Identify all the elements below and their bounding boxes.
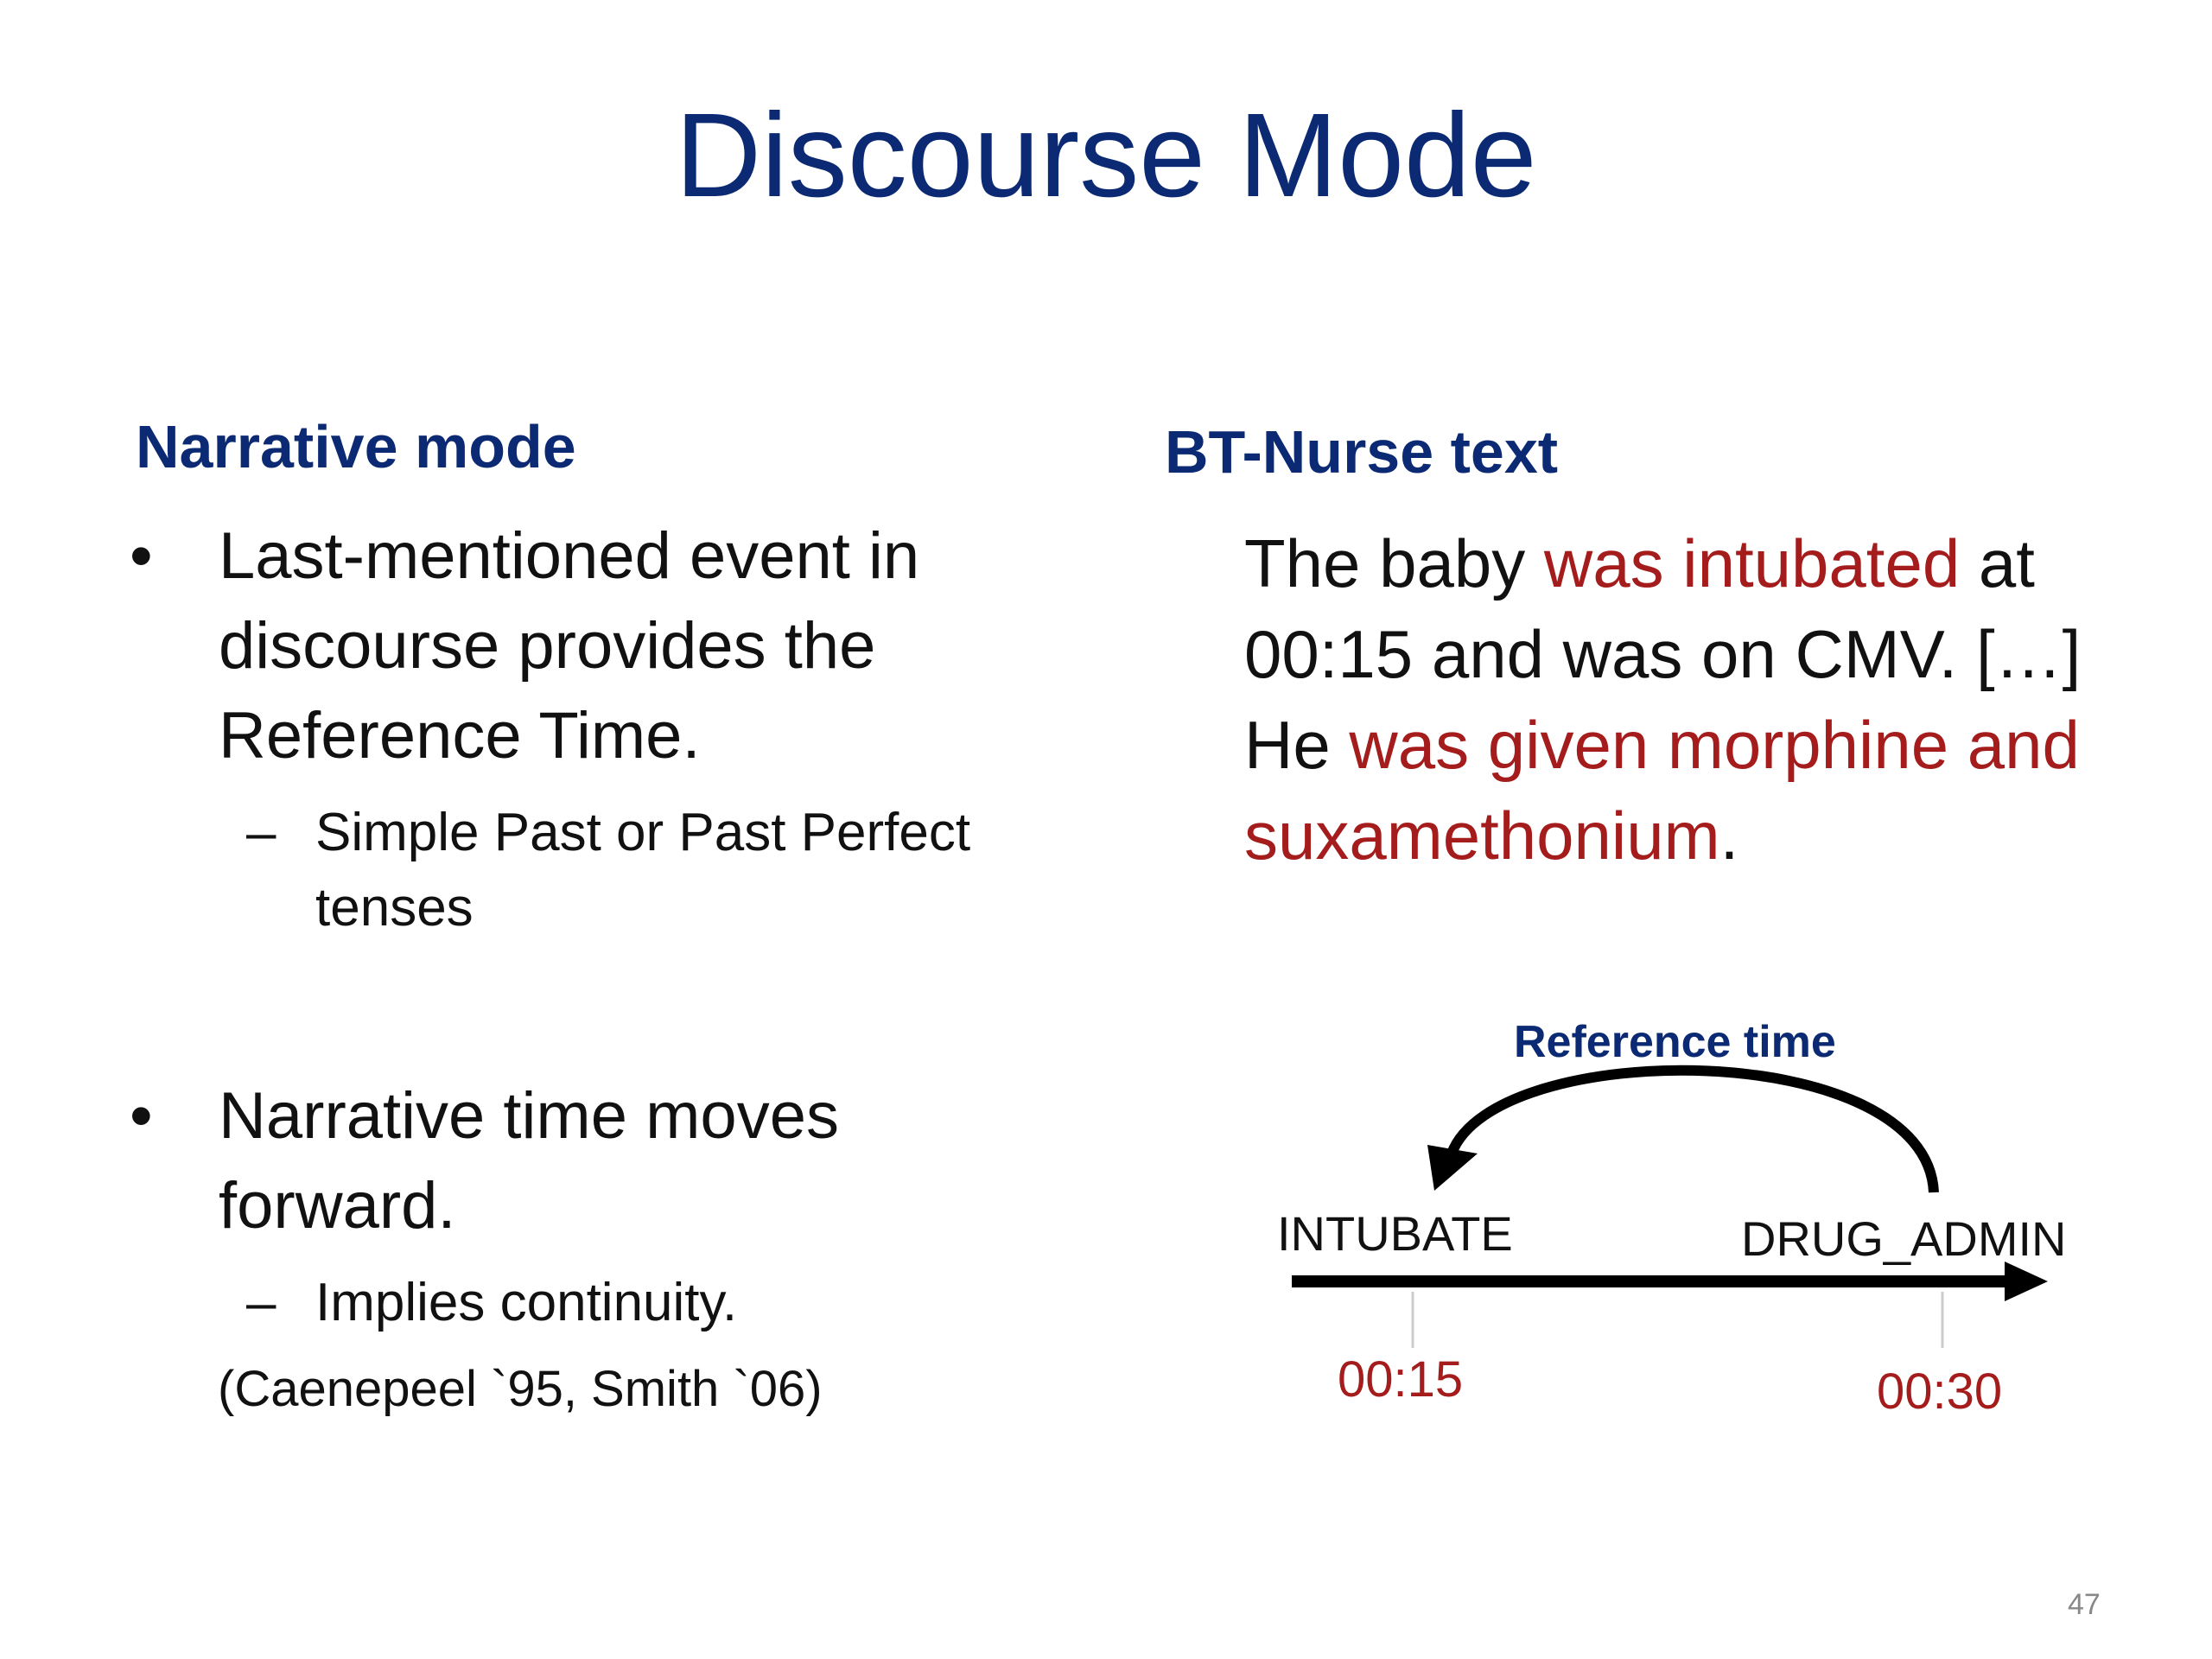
- sub-bullet-text: Implies continuity.: [315, 1273, 738, 1332]
- narrative-mode-heading: Narrative mode: [136, 413, 576, 480]
- text-plain: The baby: [1244, 525, 1544, 601]
- reference-time-label: Reference time: [1514, 1017, 1836, 1067]
- dash-icon: –: [246, 803, 276, 862]
- citation: (Caenepeel `95, Smith `06): [218, 1361, 823, 1417]
- dash-icon: –: [246, 1273, 276, 1332]
- text-highlight-intubated: was intubated: [1543, 525, 1961, 601]
- event-intubate-label: INTUBATE: [1277, 1206, 1513, 1261]
- bt-nurse-heading: BT-Nurse text: [1165, 418, 1559, 486]
- bullet-dot-icon: •: [130, 519, 153, 593]
- timeline-arrow-icon: [2005, 1262, 2048, 1301]
- bullet-text: Narrative time moves forward.: [219, 1079, 839, 1243]
- time-0015-label: 00:15: [1338, 1351, 1464, 1408]
- reference-arc: [1452, 1071, 1934, 1192]
- reference-arrow-icon: [1427, 1145, 1478, 1191]
- text-plain: at 00:15 and was on CMV. […] He: [1244, 525, 2082, 783]
- page-number: 47: [2068, 1588, 2101, 1621]
- bullet-dot-icon: •: [130, 1079, 153, 1153]
- sub-bullet-text: Simple Past or Past Perfect tenses: [315, 803, 971, 938]
- time-0030-label: 00:30: [1877, 1363, 2003, 1420]
- text-highlight-given: was given morphine and suxamethonium: [1244, 707, 2080, 874]
- event-drug-admin-label: DRUG_ADMIN: [1741, 1211, 2067, 1266]
- text-plain: .: [1719, 798, 1739, 874]
- bullet-text: Last-mentioned event in discourse provides the Reference Time.: [219, 519, 920, 772]
- slide-title: Discourse Mode: [675, 89, 1537, 222]
